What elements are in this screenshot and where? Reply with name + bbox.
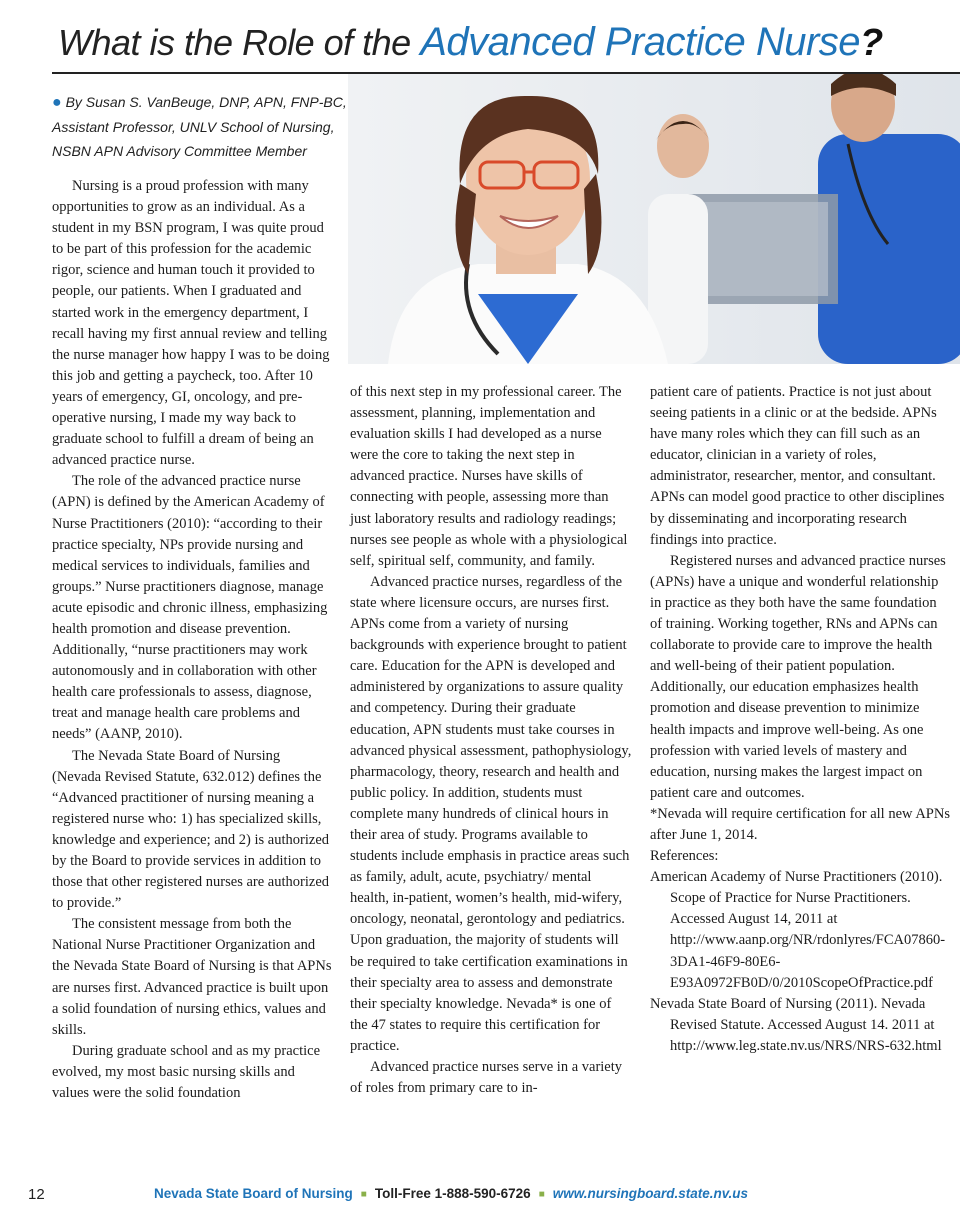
photo-illustration — [348, 74, 960, 364]
references-heading: References: — [650, 848, 719, 865]
title-suffix: ? — [860, 22, 883, 64]
square-separator-icon: ■ — [360, 1189, 367, 1200]
page-title — [58, 20, 938, 65]
paragraph: patient care of patients. Practice is not just about seeing patients in a clinic or at the bedside. APNs have many roles which they can fill such as an educator, clinician in a variety of roles, administrator, researcher, mentor, and consultant. APNs can model good practice to other disciplines by disseminating and incorporating research findings into practice. — [650, 384, 945, 548]
paragraph: The Nevada State Board of Nursing (Nevada Revised Statute, 632.012) defines the “Advanced practitioner of nursing meaning a registered nurse who: 1) has specialized skills, knowledge and experience; and 2) is authorized by the Board to provide services in addition to those that other registered nurses are authorized to provide.” — [52, 747, 330, 912]
page-footer — [0, 1184, 960, 1206]
byline-title: Assistant Professor, UNLV School of Nursing, — [52, 119, 335, 135]
paragraph: During graduate school and as my practice evolved, my most basic nursing skills and values were the solid foundation — [52, 1042, 321, 1102]
footer-website-link[interactable]: www.nursingboard.state.nv.us — [552, 1186, 749, 1201]
column-2 — [350, 382, 632, 1099]
title-prefix: What is the Role of the — [58, 22, 411, 63]
footer-phone: Toll-Free 1-888-590-6726 — [374, 1186, 531, 1201]
nurses-photo — [348, 74, 960, 364]
byline-name: By Susan S. VanBeuge, — [65, 94, 216, 110]
byline — [52, 90, 352, 163]
paragraph: The consistent message from both the National Nurse Practitioner Organization and the Nevada State Board of Nursing is that APNs are nurses first. Advanced practice is built upon a solid foundation of nursing ethics, values and skills. — [52, 916, 332, 1038]
bullet-icon: ● — [52, 94, 62, 111]
paragraph: Advanced practice nurses, regardless of the state where licensure occurs, are nurses first. APNs come from a variety of nursing backgrounds with experience brought to patient care. Education for the APN is developed and administered by organizations to assure quality and competency. During their graduate education, APN students must take courses in advanced physical assessment, pathophysiology, pharmacology, theory, research and health and public policy. In addition, students must complete many hundreds of clinical hours in their area of study. Programs available to students include emphasis in practice areas such as family, adult, acute, psychiatry/ mental health, in-patient, women’s health, mid-wifery, oncology, neonatal, gerontology and pediatrics. Upon graduation, the majority of students will be required to take certification examinations in their specialty area to assess and demonstrate their specialty knowledge. Nevada* is one of the 47 states to require this certification for practice. — [350, 573, 632, 1054]
paragraph: The role of the advanced practice nurse (APN) is defined by the American Academy of Nurse Practitioners (2010): “according to their practice specialty, NPs provide nursing and medical services to individuals, families and groups.” Nurse practitioners diagnose, manage acute episodic and chronic illness, emphasizing health promotion and disease prevention. Additionally, “nurse practitioners may work autonomously and in collaboration with other health care professionals to assess, diagnose, treat and manage health care problems and needs” (AANP, 2010). — [52, 473, 328, 743]
column-1 — [52, 176, 332, 1104]
paragraph: Registered nurses and advanced practice nurses (APNs) have a unique and wonderful relationship in practice as they both have the same foundation of training. Working together, RNs and APNs can collaborate to provide care to improve the health and well-being of their patient population. Additionally, our education emphasizes health promotion and disease prevention to minimize health impacts and improve well-being. As one profession with varied levels of mastery and education, nursing makes the largest impact on patient care and outcomes. — [650, 552, 946, 801]
square-separator-icon: ■ — [538, 1189, 545, 1200]
paragraph: of this next step in my professional career. The assessment, planning, implementation and evaluation skills I had developed as a nurse were the core to taking the next step in advanced practice. Nurses have skills of connecting with people, assessing more than just laboratory results and radiology readings; nurses see people as whole with a physiological self, spiritual self, community, and family. — [350, 384, 628, 569]
reference-item: Nevada State Board of Nursing (2011). Nevada Revised Statute. Accessed August 14. 2011 at http://www.leg.state.nv.us/NRS/NRS-632.html — [650, 995, 942, 1054]
byline-committee: NSBN APN Advisory Committee Member — [52, 143, 307, 159]
title-highlight: Advanced Practice Nurse — [420, 20, 861, 64]
footnote: *Nevada will require certification for all new APNs after June 1, 2014. — [650, 805, 950, 843]
paragraph: Advanced practice nurses serve in a variety of roles from primary care to in- — [350, 1059, 623, 1097]
column-3 — [650, 382, 950, 1057]
page-number: 12 — [28, 1186, 45, 1203]
reference-item: American Academy of Nurse Practitioners (2010). Scope of Practice for Nurse Practitioners. Accessed August 14, 2011 at http://www.aanp.org/NR/rdonlyres/FCA07860-3DA1-46F9-80E6-E93A0972FB0D/0/2010ScopeOfPractice.pdf — [650, 869, 946, 991]
byline-credentials: DNP, APN, FNP-BC, — [219, 94, 347, 110]
footer-board-name: Nevada State Board of Nursing — [154, 1186, 353, 1201]
paragraph: Nursing is a proud profession with many opportunities to grow as an individual. As a student in my BSN program, I was quite proud to be part of this profession for the academic rigor, science and human touch it provided to people, our patients. When I graduated and started work in the emergency department, I recall having my first annual review and telling the nurse manager how happy I was to be doing this job and getting a paycheck, too. After 10 years of emergency, GI, oncology, and pre-operative nursing, I made my way back to graduate school to fulfill a dream of being an advanced practice nurse. — [52, 178, 330, 469]
